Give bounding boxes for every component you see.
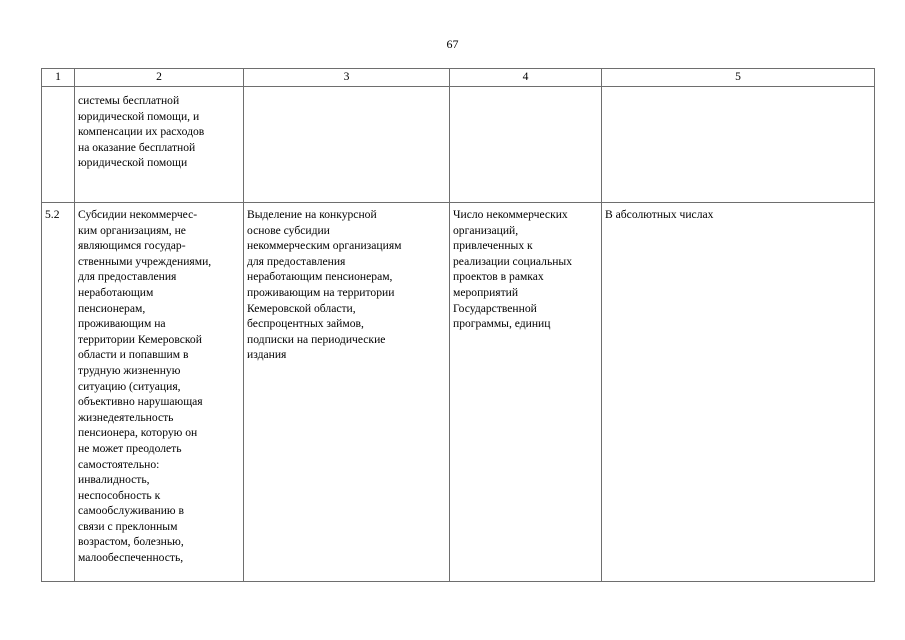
cell-measure-content bbox=[244, 87, 450, 203]
column-header-3: 3 bbox=[244, 69, 450, 87]
cell-measure-content: Выделение на конкурсной основе субсидии некоммерческим организациям для предоставления неработающим пенсионерам, проживающим на территории Кемеровской области, беспроцентных займов, подписки на периодические издания bbox=[244, 203, 450, 582]
cell-measure-name: системы бесплатной юридической помощи, и компенсации их расходов на оказание бесплатной юридической помощи bbox=[75, 87, 244, 203]
cell-unit bbox=[602, 87, 875, 203]
table-row-5-2 bbox=[42, 203, 875, 582]
cell-indicator-name: Число некоммерческих организаций, привлеченных к реализации социальных проектов в рамках мероприятий Государственной программы, единиц bbox=[450, 203, 602, 582]
cell-indicator-name bbox=[450, 87, 602, 203]
indicator-table bbox=[41, 68, 875, 582]
page-number: 67 bbox=[446, 37, 459, 51]
table-row-continuation bbox=[42, 87, 875, 203]
cell-number: 5.2 bbox=[42, 203, 75, 582]
column-header-5: 5 bbox=[602, 69, 875, 87]
cell-unit: В абсолютных числах bbox=[602, 203, 875, 582]
column-header-2: 2 bbox=[75, 69, 244, 87]
column-header-1: 1 bbox=[42, 69, 75, 87]
table-header-row bbox=[42, 69, 875, 87]
cell-measure-name: Субсидии некоммерчес- ким организациям, не являющимся государ- ственными учреждениями, для предоставления неработающим пенсионерам, проживающим на территории Кемеровской области и попавшим в трудную жизненную ситуацию (ситуация, объективно нарушающая жизнедеятельность пенсионера, которую он не может преодолеть самостоятельно: инвалидность, неспособность к самообслуживанию в связи с преклонным возрастом, болезнью, малообеспеченность, bbox=[75, 203, 244, 582]
column-header-4: 4 bbox=[450, 69, 602, 87]
cell-number bbox=[42, 87, 75, 203]
